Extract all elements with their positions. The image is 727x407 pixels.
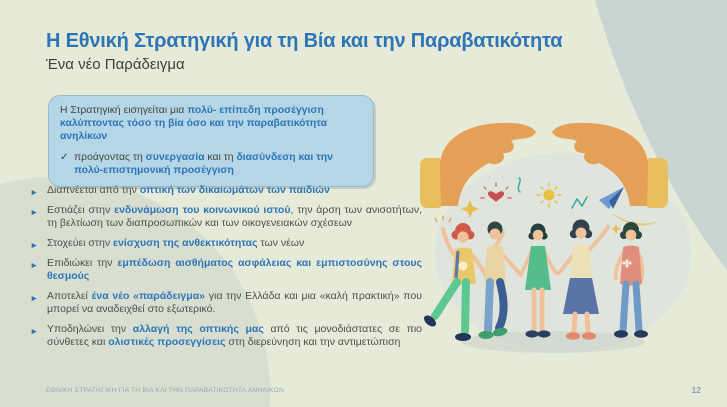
protective-hands-children-illustration [403,118,718,363]
text-run: Στοχεύει στην [47,237,114,249]
bullet-text [47,257,422,282]
bullet-item [30,290,422,316]
text-run: από τις μονοδιάστατες σε πιο σύνθετες και [47,323,423,348]
bullet-text [47,204,422,229]
highlighted-text: πολύ- επίπεδη προσέγγιση καλύπτοντας τόσο τη βία όσο και την παραβατικότητα ανηλίκων [60,105,327,142]
bullet-arrow-icon: ► [30,259,39,270]
text-run: Διαπνέεται από την [47,184,140,196]
bullet-arrow-icon: ► [30,186,39,197]
text-run: Η Στρατηγική εισηγείται μια [60,105,188,116]
callout-check-text [74,152,333,176]
sun-icon [537,183,561,207]
slide-subtitle: Ένα νέο Παράδειγμα [46,56,185,73]
check-icon: ✓ [60,152,69,163]
bullet-text [47,237,304,249]
footer-title: ΕΘΝΙΚΗ ΣΤΡΑΤΗΓΙΚΗ ΓΙΑ ΤΗ ΒΙΑ ΚΑΙ ΤΗΝ ΠΑΡΑΒΑΤΙΚΟΤΗΤΑ ΑΝΗΛΙΚΩΝ [46,387,284,394]
text-run: Επιδιώκει την [47,257,118,269]
bullet-arrow-icon: ► [30,292,39,303]
highlighted-text: εμπέδωση αισθήματος ασφάλειας και εμπιστοσύνης στους θεσμούς [47,257,422,282]
bullet-item [30,204,422,230]
bullet-item [30,237,422,250]
bullet-arrow-icon: ► [30,325,39,336]
bullet-text [47,323,422,348]
bullet-item [30,257,422,283]
highlighted-text: ενίσχυση της ανθεκτικότητας [113,237,258,249]
highlighted-text: οπτική των δικαιωμάτων των παιδιών [139,184,330,196]
bullet-text [47,290,422,315]
text-run: για την Ελλάδα και μια «καλή πρακτική» που μπορεί να αναδειχθεί στο εξωτερικό. [47,290,422,315]
text-run: Εστιάζει στην [47,204,115,216]
text-run: προάγοντας τη [74,152,146,163]
bullet-text [47,184,330,196]
callout-check-item [60,151,362,177]
highlighted-text: αλλαγή της οπτικής μας [132,323,264,335]
bullet-item [30,323,422,349]
page-number: 12 [691,385,701,395]
highlighted-text: ολιστικές προσεγγίσεις [108,336,226,348]
text-run: Αποτελεί [47,290,92,302]
text-run: και τη [204,152,237,163]
highlighted-text: συνεργασία [145,152,205,163]
text-run: Υποδηλώνει την [47,323,133,335]
bullet-item [30,184,422,197]
text-run: , την άρση των ανισοτήτων, τη βελτίωση των διαπροσωπικών και των οικογενειακών σχέσεων [47,204,422,229]
bullet-list [30,184,422,356]
highlighted-text: ένα νέο «παράδειγμα» [91,290,205,302]
text-run: στη διερεύνηση και την αντιμετώπιση [225,336,401,348]
callout-paragraph [60,104,362,143]
text-run: των νέων [257,237,305,249]
highlighted-text: διασύνδεση και την πολύ-επιστημονική προσέγγιση [74,152,333,176]
strategy-callout-box [48,95,374,187]
highlighted-text: ενδυνάμωση του κοινωνικού ιστού [114,204,291,216]
bullet-arrow-icon: ► [30,239,39,250]
slide-title: Η Εθνική Στρατηγική για τη Βία και την Παραβατικότητα [46,30,563,52]
bullet-arrow-icon: ► [30,206,39,217]
